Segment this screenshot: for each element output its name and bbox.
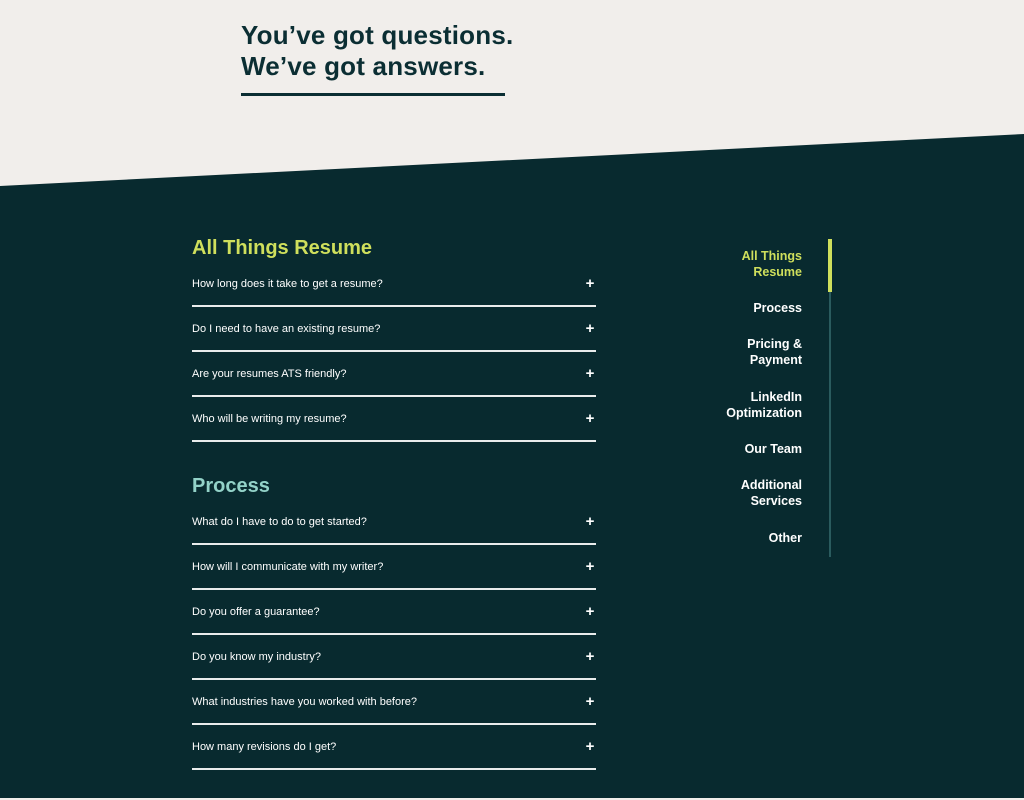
nav-label-line: Other	[768, 531, 802, 545]
faq-question-process-2[interactable]	[192, 545, 596, 590]
question-text: Who will be writing my resume?	[192, 412, 347, 425]
plus-icon[interactable]: +	[585, 693, 595, 710]
nav-item-pricing-payment[interactable]	[692, 336, 802, 368]
nav-label-line: Pricing &	[747, 337, 802, 351]
nav-label-line: Optimization	[726, 406, 802, 420]
heading-underline	[241, 93, 505, 96]
plus-icon[interactable]: +	[585, 648, 595, 665]
faq-question-resume-1[interactable]	[192, 262, 596, 307]
nav-active-indicator	[828, 239, 832, 292]
question-text: How will I communicate with my writer?	[192, 560, 384, 573]
faq-question-resume-4[interactable]	[192, 397, 596, 442]
question-text: What do I have to do to get started?	[192, 515, 367, 528]
question-text: Are your resumes ATS friendly?	[192, 367, 347, 380]
nav-label-line: All Things	[741, 249, 802, 263]
nav-label-line: Additional	[740, 478, 802, 492]
nav-item-additional-services[interactable]	[692, 477, 802, 509]
plus-icon[interactable]: +	[585, 275, 595, 292]
faq-container	[192, 234, 596, 800]
section-title-all-things-resume: All Things Resume	[192, 237, 373, 259]
question-text: How many revisions do I get?	[192, 740, 337, 753]
nav-item-all-things-resume[interactable]	[692, 248, 802, 280]
nav-label-line: Resume	[753, 265, 802, 279]
plus-icon[interactable]: +	[585, 738, 595, 755]
nav-label-line: Our Team	[744, 442, 802, 456]
plus-icon[interactable]: +	[585, 410, 595, 427]
faq-question-process-1[interactable]	[192, 500, 596, 545]
nav-label-line: LinkedIn	[750, 390, 802, 404]
question-text: Do you know my industry?	[192, 650, 321, 663]
nav-label-line: Services	[750, 494, 802, 508]
faq-section-process	[192, 472, 596, 770]
heading-line-2: We’ve got answers.	[241, 51, 486, 81]
question-text: How long does it take to get a resume?	[192, 277, 383, 290]
faq-question-process-6[interactable]	[192, 725, 596, 770]
section-title-process: Process	[192, 475, 270, 497]
plus-icon[interactable]: +	[585, 558, 595, 575]
plus-icon[interactable]: +	[585, 603, 595, 620]
question-text: Do I need to have an existing resume?	[192, 322, 381, 335]
plus-icon[interactable]: +	[585, 365, 595, 382]
plus-icon[interactable]: +	[585, 513, 595, 530]
nav-item-our-team[interactable]	[692, 441, 802, 457]
nav-item-other[interactable]	[692, 530, 802, 546]
faq-question-process-4[interactable]	[192, 635, 596, 680]
heading-line-1: You’ve got questions.	[241, 20, 514, 50]
faq-section-resume	[192, 234, 596, 442]
question-text: Do you offer a guarantee?	[192, 605, 320, 618]
faq-question-resume-3[interactable]	[192, 352, 596, 397]
nav-label-line: Process	[753, 301, 802, 315]
nav-item-process[interactable]	[692, 300, 802, 316]
nav-item-linkedin-optimization[interactable]	[692, 389, 802, 421]
nav-label-line: Payment	[749, 353, 802, 367]
question-text: What industries have you worked with before?	[192, 695, 418, 708]
faq-question-resume-2[interactable]	[192, 307, 596, 352]
plus-icon[interactable]: +	[585, 320, 595, 337]
faq-question-process-3[interactable]	[192, 590, 596, 635]
faq-question-process-5[interactable]	[192, 680, 596, 725]
page-heading	[241, 20, 513, 82]
